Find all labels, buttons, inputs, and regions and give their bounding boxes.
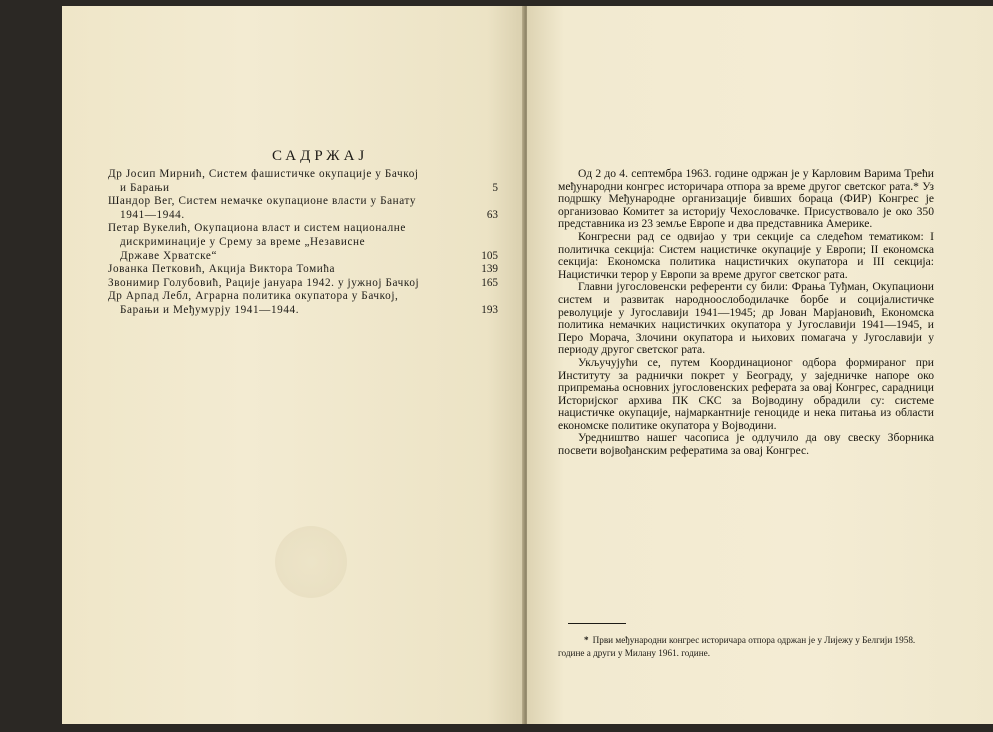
table-of-contents bbox=[108, 168, 498, 318]
toc-entry bbox=[108, 263, 498, 277]
toc-entry-line: Звонимир Голубовић, Рације јануара 1942. у јужној Бачкој bbox=[108, 276, 420, 289]
footnote-marker: * bbox=[584, 635, 589, 645]
preface-paragraph: Од 2 до 4. септембра 1963. године одржан је у Карловим Варима Трећи међународни конгрес историчара отпора за време другог светског рата.* Уз подршку Међународне организације бивших бораца (ФИР) Конгрес је организовао Комитет за историју Чехословачке. Присуствовало је око 350 представника из 23 земље Европе и два представника Америке. bbox=[558, 167, 934, 231]
left-page bbox=[62, 6, 524, 724]
footnote bbox=[558, 634, 938, 660]
toc-entry bbox=[108, 290, 498, 317]
toc-page-number: 193 bbox=[481, 303, 498, 316]
preface-paragraph: Уредништво нашег часописа је одлучило да ову свеску Зборника посвети војвођанским рефератима за овај Конгрес. bbox=[558, 431, 934, 458]
toc-page-number: 105 bbox=[481, 249, 498, 262]
toc-entry-line: дискриминације у Срему за време „Независне bbox=[120, 235, 366, 248]
toc-entry-line: 1941—1944. bbox=[120, 208, 185, 221]
toc-entry-line: Јованка Петковић, Акција Виктора Томића bbox=[108, 263, 336, 276]
toc-page-number: 165 bbox=[481, 276, 498, 289]
library-stamp-faint bbox=[275, 526, 347, 598]
toc-entry bbox=[108, 222, 498, 263]
preface-text bbox=[558, 168, 934, 458]
toc-entry-line: Шандор Вег, Систем немачке окупационе власти у Банату bbox=[108, 195, 417, 208]
toc-page-number: 63 bbox=[486, 208, 498, 221]
toc-entry-line: и Барањи bbox=[120, 181, 170, 194]
preface-paragraph: Конгресни рад се одвијао у три секције са следећом тематиком: I политичка секција: Систем нацистичке окупације у Европи; II економска секција: Економска политика нацистичких окупатора и III секција: Нацистички терор у Европи за време другог светског рата. bbox=[558, 229, 934, 281]
toc-page-number: 5 bbox=[492, 181, 498, 194]
toc-page-number: 139 bbox=[481, 263, 498, 276]
toc-entry-line: Државе Хрватске“ bbox=[120, 249, 218, 262]
toc-entry-line: Барањи и Међумурју 1941—1944. bbox=[120, 303, 300, 316]
preface-paragraph: Укључујући се, путем Координационог одбора формираног при Институту за раднички покрет у Београду, у заједничке напоре око припремања основних југословенских реферата за овај Конгрес, сарадници Историјског архива ПК СКС за Војводину обрадили су: системе нацистичке окупације, најмаркантније геноциде и нека питања из области економске политике окупатора у Војводини. bbox=[558, 355, 934, 432]
footnote-text: Први међународни конгрес историчара отпора одржан је у Лијежу у Белгији 1958. године а други у Милану 1961. године. bbox=[558, 635, 916, 658]
preface-paragraph: Главни југословенски референти су били: Фрања Туђман, Окупациони систем и развитак народноослободилачке борбе и социјалистичке револуције у Југославији 1941—1945; др Јован Марјановић, Економска политика немачких нацистичких окупатора у Југославији 1941—1945, и Перо Морача, Злочини окупатора и њихових помагача у Југославији у периоду другог светског рата. bbox=[558, 280, 934, 357]
footnote-divider bbox=[568, 623, 626, 624]
toc-entry-line: Др Арпад Лебл, Аграрна политика окупатора у Бачкој, bbox=[108, 290, 399, 303]
toc-entry bbox=[108, 277, 498, 291]
toc-entry-line: Др Јосип Мирнић, Систем фашистичке окупације у Бачкој bbox=[108, 168, 419, 180]
toc-entry-line: Петар Вукелић, Окупациона власт и систем националне bbox=[108, 222, 406, 235]
toc-entry bbox=[108, 195, 498, 222]
toc-entry bbox=[108, 168, 498, 195]
toc-title: САДРЖАЈ bbox=[272, 148, 369, 164]
